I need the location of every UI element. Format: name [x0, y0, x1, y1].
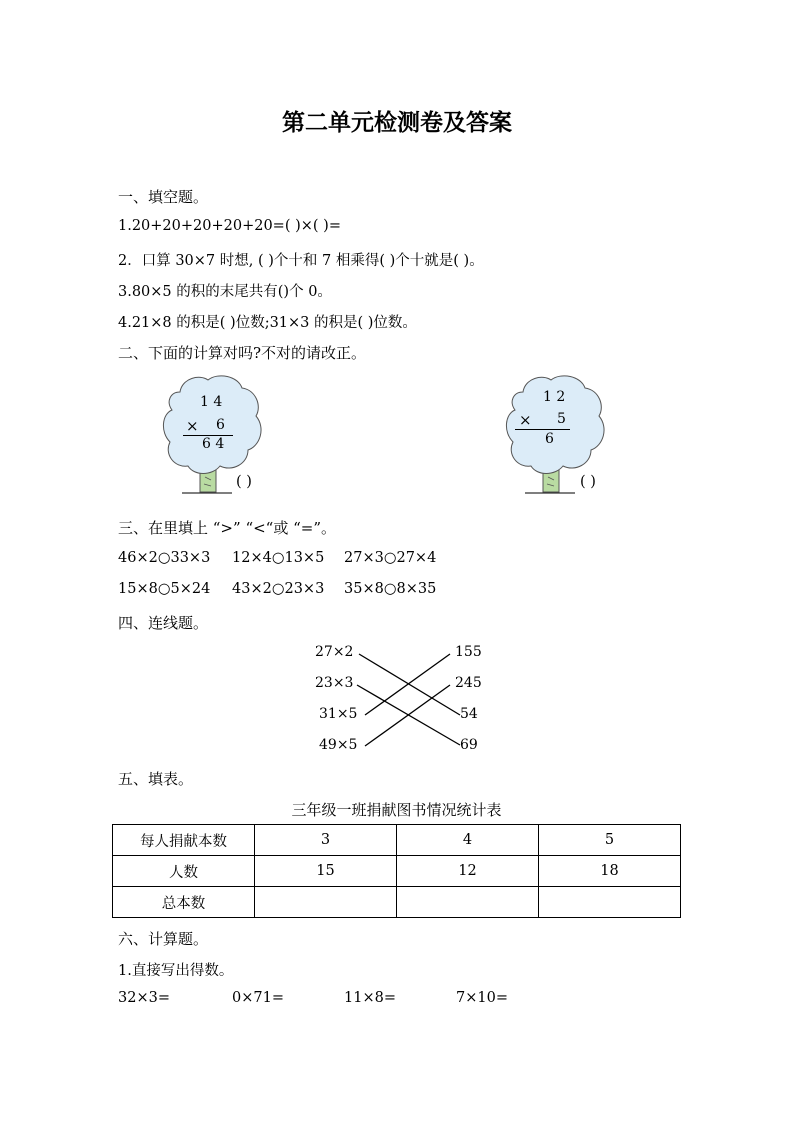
calc-item-3: 11×8= — [344, 990, 396, 1006]
table-cell: 12 — [397, 856, 539, 887]
table-cell-blank[interactable] — [539, 887, 681, 918]
match-line-3 — [365, 654, 450, 715]
match-left-4: 49×5 — [319, 737, 358, 753]
table-title: 三年级一班捐献图书情况统计表 — [291, 801, 502, 819]
compare-1-1: 46×2○33×3 — [118, 550, 211, 566]
tree1-answer-paren: ( ) — [236, 474, 252, 490]
match-left-1: 27×2 — [315, 644, 354, 660]
table-cell: 每人捐献本数 — [113, 825, 255, 856]
calc-item-1: 32×3= — [118, 990, 170, 1006]
question-4: 4.21×8 的积是( )位数;31×3 的积是( )位数。 — [118, 315, 417, 331]
question-2: 2．口算 30×7 时想, ( )个十和 7 相乘得( )个十就是( )。 — [118, 253, 484, 269]
table-cell-blank[interactable] — [255, 887, 397, 918]
compare-2-2: 43×2○23×3 — [232, 581, 325, 597]
table-cell: 18 — [539, 856, 681, 887]
table-cell: 人数 — [113, 856, 255, 887]
tree1-multiplier: 6 — [216, 417, 225, 433]
table-cell: 3 — [255, 825, 397, 856]
calc-item-2: 0×71= — [232, 990, 284, 1006]
section6-heading: 六、计算题。 — [118, 930, 209, 948]
question-1: 1.20+20+20+20+20=( )×( )= — [118, 218, 341, 234]
table-row — [113, 825, 681, 856]
match-right-1: 155 — [455, 644, 482, 660]
match-left-3: 31×5 — [319, 706, 358, 722]
table-cell: 总本数 — [113, 887, 255, 918]
table-row — [113, 887, 681, 918]
calc-item-4: 7×10= — [456, 990, 508, 1006]
tree2-top-number: 1 2 — [543, 389, 566, 405]
match-line-1 — [359, 654, 460, 715]
tree1-result: 6 4 — [202, 436, 225, 452]
section2-heading: 二、下面的计算对吗?不对的请改正。 — [118, 344, 367, 362]
tree2-answer-paren: ( ) — [580, 474, 596, 490]
tree2-multiply-sign: × — [519, 411, 532, 429]
match-line-4 — [365, 685, 450, 746]
tree2-result: 6 — [545, 431, 554, 447]
compare-1-2: 12×4○13×5 — [232, 550, 325, 566]
section1-heading: 一、填空题。 — [118, 188, 209, 206]
compare-1-3: 27×3○27×4 — [344, 550, 437, 566]
table-cell: 5 — [539, 825, 681, 856]
page-title: 第二单元检测卷及答案 — [282, 110, 512, 136]
tree2-multiplier: 5 — [557, 411, 566, 427]
table-cell: 15 — [255, 856, 397, 887]
question-3: 3.80×5 的积的末尾共有()个 0。 — [118, 284, 332, 300]
section6-sub1: 1.直接写出得数。 — [118, 963, 234, 979]
compare-2-3: 35×8○8×35 — [344, 581, 437, 597]
section3-heading: 三、在里填上 “>” “<“或 “=”。 — [118, 519, 337, 537]
match-left-2: 23×3 — [315, 675, 354, 691]
table-row — [113, 856, 681, 887]
compare-2-1: 15×8○5×24 — [118, 581, 211, 597]
section4-heading: 四、连线题。 — [118, 614, 209, 632]
tree1-top-number: 1 4 — [200, 394, 223, 410]
table-cell-blank[interactable] — [397, 887, 539, 918]
table-cell: 4 — [397, 825, 539, 856]
match-right-4: 69 — [460, 737, 478, 753]
match-right-3: 54 — [460, 706, 478, 722]
tree1-multiply-sign: × — [186, 417, 199, 435]
donation-table — [112, 824, 681, 918]
section5-heading: 五、填表。 — [118, 770, 194, 788]
match-right-2: 245 — [455, 675, 482, 691]
